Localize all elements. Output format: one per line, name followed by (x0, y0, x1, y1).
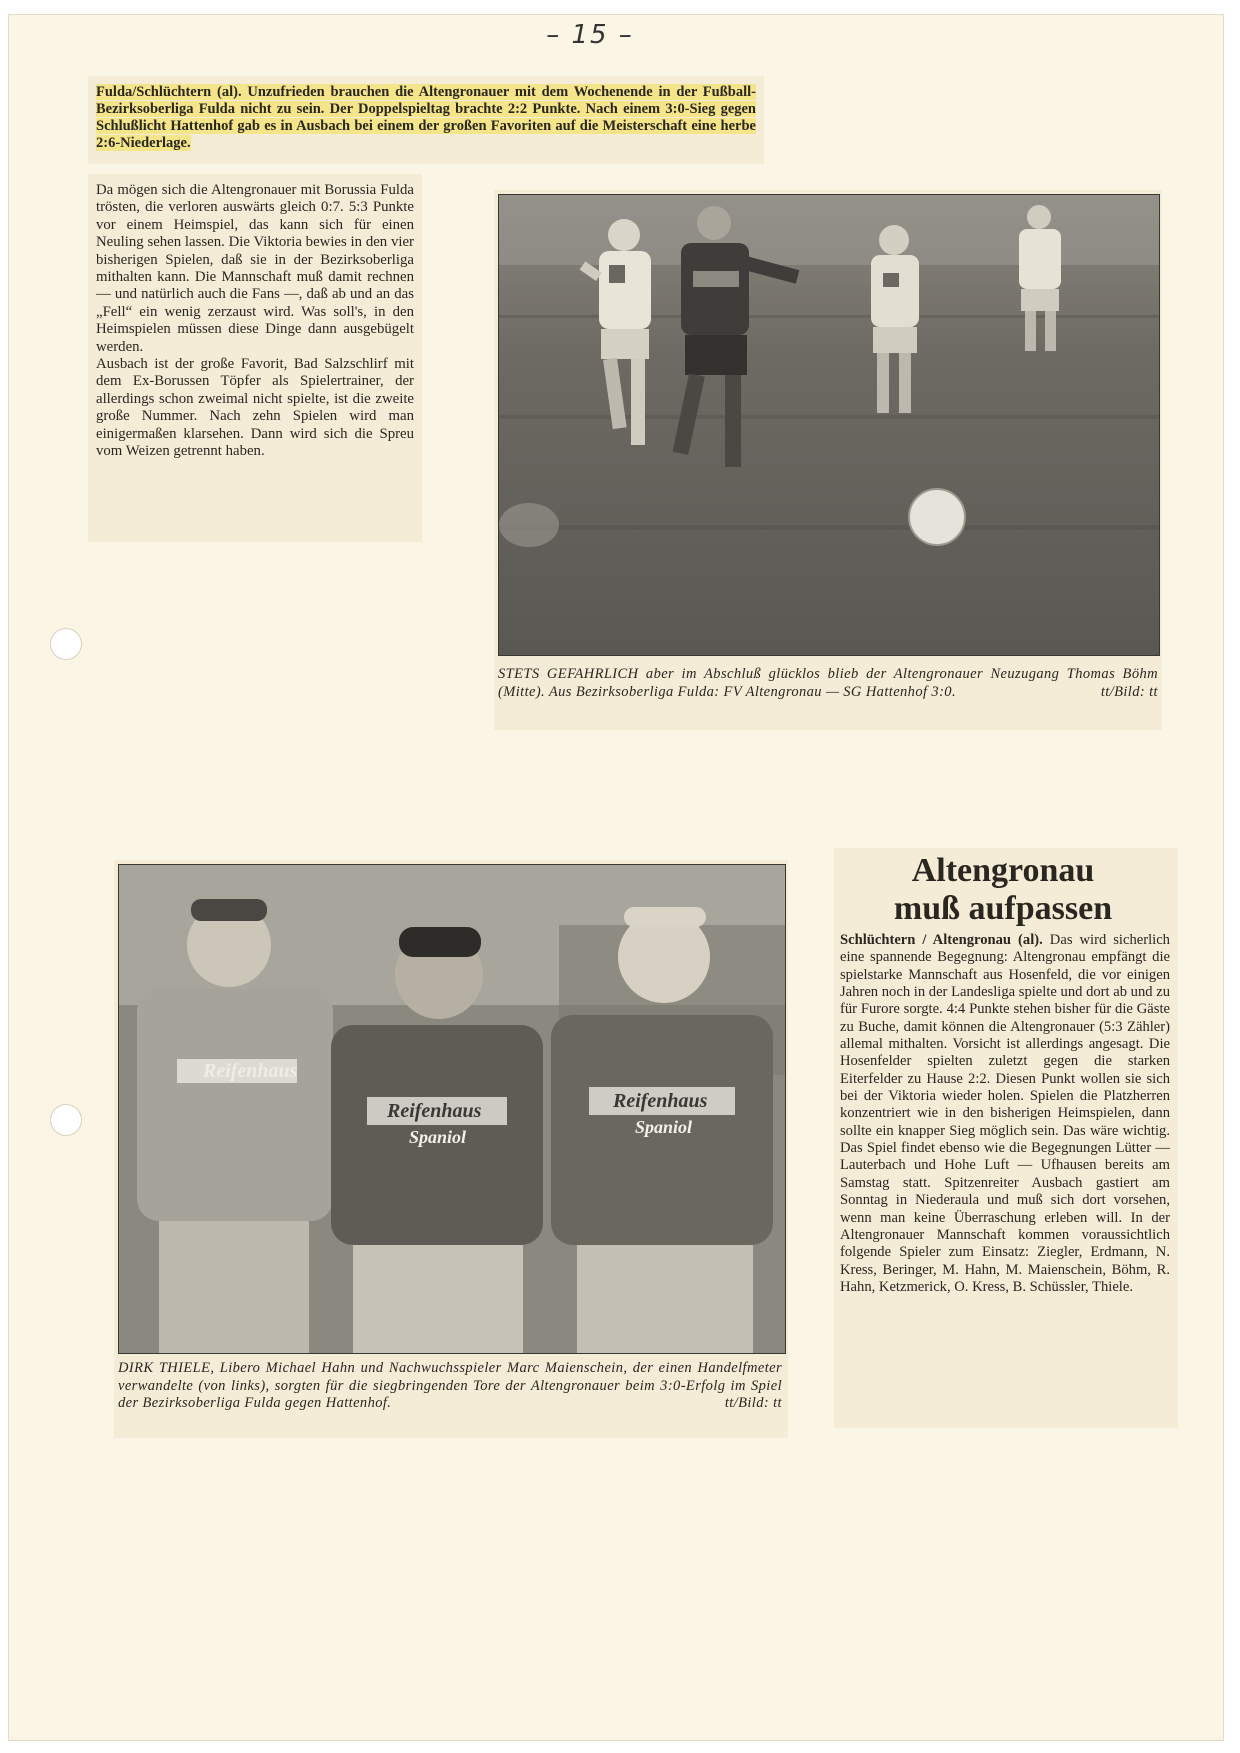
match-photo-scene (499, 195, 1159, 655)
article1-paragraph-2: Ausbach ist der große Favorit, Bad Salzschlirf mit dem Ex-Borussen Töpfer als Spielertrainer, der allerdings schon zweimal nicht spielte, ist die zweite große Nummer. Nach zehn Spielen wird man einigermaßen klarsehen. Dann wird sich die Spreu vom Weizen getrennt haben. (96, 356, 414, 460)
article2-body-text: Das wird sicherlich eine spannende Begegnung: Altengronau empfängt die spielstarke Mannschaft aus Hosenfeld, die vor einigen Jahren noch in der Landesliga spielte und dort ab und zu für Furore sorgte. 4:4 Punkte stehen bisher für die Gäste zu Buche, damit können die Altengronauer (5:3 Zähler) allemal mithalten. Vorsicht ist allerdings angesagt. Die Hosenfelder spielten zuletzt gegen die starken Eiterfelder zu Hause 2:2. Diesen Punkt wollen sie sich bei der Viktoria wieder holen. Spielen die Platzherren konzentriert wie in den bisherigen Heimspielen, dann sollte ein knapper Sieg möglich sein. Das wäre wichtig. Das Spiel findet ebenso wie die Begegnungen Lütter — Lauterbach und Hohe Luft — Ufhausen bereits am Samstag statt. Spitzenreiter Ausbach gastiert am Sonntag in Niederaula und muß sich dort vorsehen, wenn man keine Überraschung erleben will. In der Altengronauer Mannschaft kommen voraussichtlich folgende Spieler zum Einsatz: Ziegler, Erdmann, N. Kress, Beringer, M. Hahn, M. Maienschein, Böhm, R. Hahn, Ketzmerick, O. Kress, B. Schüssler, Thiele. (840, 932, 1170, 1295)
article1-body (92, 178, 418, 538)
jersey-text-1: Reifenhaus (203, 1060, 298, 1082)
article2-body (840, 932, 1170, 1420)
punch-hole-bottom (50, 1104, 82, 1136)
jersey-subtext-3: Spaniol (635, 1117, 693, 1137)
football (909, 489, 965, 545)
article2-lead-in: Schlüchtern / Altengronau (al). (840, 932, 1043, 948)
jersey-subtext-2: Spaniol (409, 1127, 467, 1147)
match-photo (498, 194, 1160, 656)
team-photo (118, 864, 786, 1354)
jersey-text-3: Reifenhaus (613, 1090, 708, 1112)
article2-headline-line2: muß aufpassen (893, 890, 1113, 927)
photo2-caption (118, 1360, 782, 1436)
photo2-credit: tt/Bild: tt (724, 1395, 782, 1411)
jersey-text-2: Reifenhaus (387, 1100, 482, 1122)
punch-hole-top (50, 628, 82, 660)
article2-headline-line1: Altengronau (911, 852, 1095, 889)
article2-headline (832, 852, 1174, 928)
article1-lead-text: Fulda/Schlüchtern (al). Unzufrieden brauchen die Altengronauer mit dem Wochenende in der Fußball-Bezirksoberliga Fulda nicht zu sein. Der Doppelspieltag brachte 2:2 Punkte. Nach einem 3:0-Sieg gegen Schlußlicht Hattenhof gab es in Ausbach bei einem der großen Favoriten auf die Meisterschaft eine herbe 2:6-Niederlage. (96, 84, 756, 151)
article1-paragraph-1: Da mögen sich die Altengronauer mit Borussia Fulda trösten, die verloren auswärts gleich 0:7. 5:3 Punkte vor einem Heimspiel, das kann sich für einen Neuling sehen lassen. Die Viktoria bewies in den vier bisherigen Spielen, daß sie in der Bezirksoberliga mithalten kann. Die Mannschaft muß damit rechnen — und natürlich auch die Fans —, daß ab und an das „Fell“ ein wenig zerzaust wird. Was soll's, in den Heimspielen müssen diese Dinge dann ausgebügelt werden. (96, 182, 414, 355)
handwritten-page-number: – 15 – (546, 20, 634, 50)
photo2-caption-text: DIRK THIELE, Libero Michael Hahn und Nachwuchsspieler Marc Maienschein, der einen Handelfmeter verwandelte (von links), sorgten für die siegbringenden Tore der Altengronauer beim 3:0-Erfolg im Spiel der Bezirksoberliga Fulda gegen Hattenhof. (118, 1360, 782, 1411)
team-photo-scene (119, 865, 785, 1353)
photo1-credit: tt/Bild: tt (1100, 683, 1158, 700)
article1-lead (92, 80, 760, 160)
photo1-caption-text: STETS GEFAHRLICH aber im Abschluß glücklos blieb der Altengronauer Neuzugang Thomas Böhm (Mitte). Aus Bezirksoberliga Fulda: FV Altengronau — SG Hattenhof 3:0. (498, 666, 1158, 700)
photo1-caption (498, 666, 1158, 726)
